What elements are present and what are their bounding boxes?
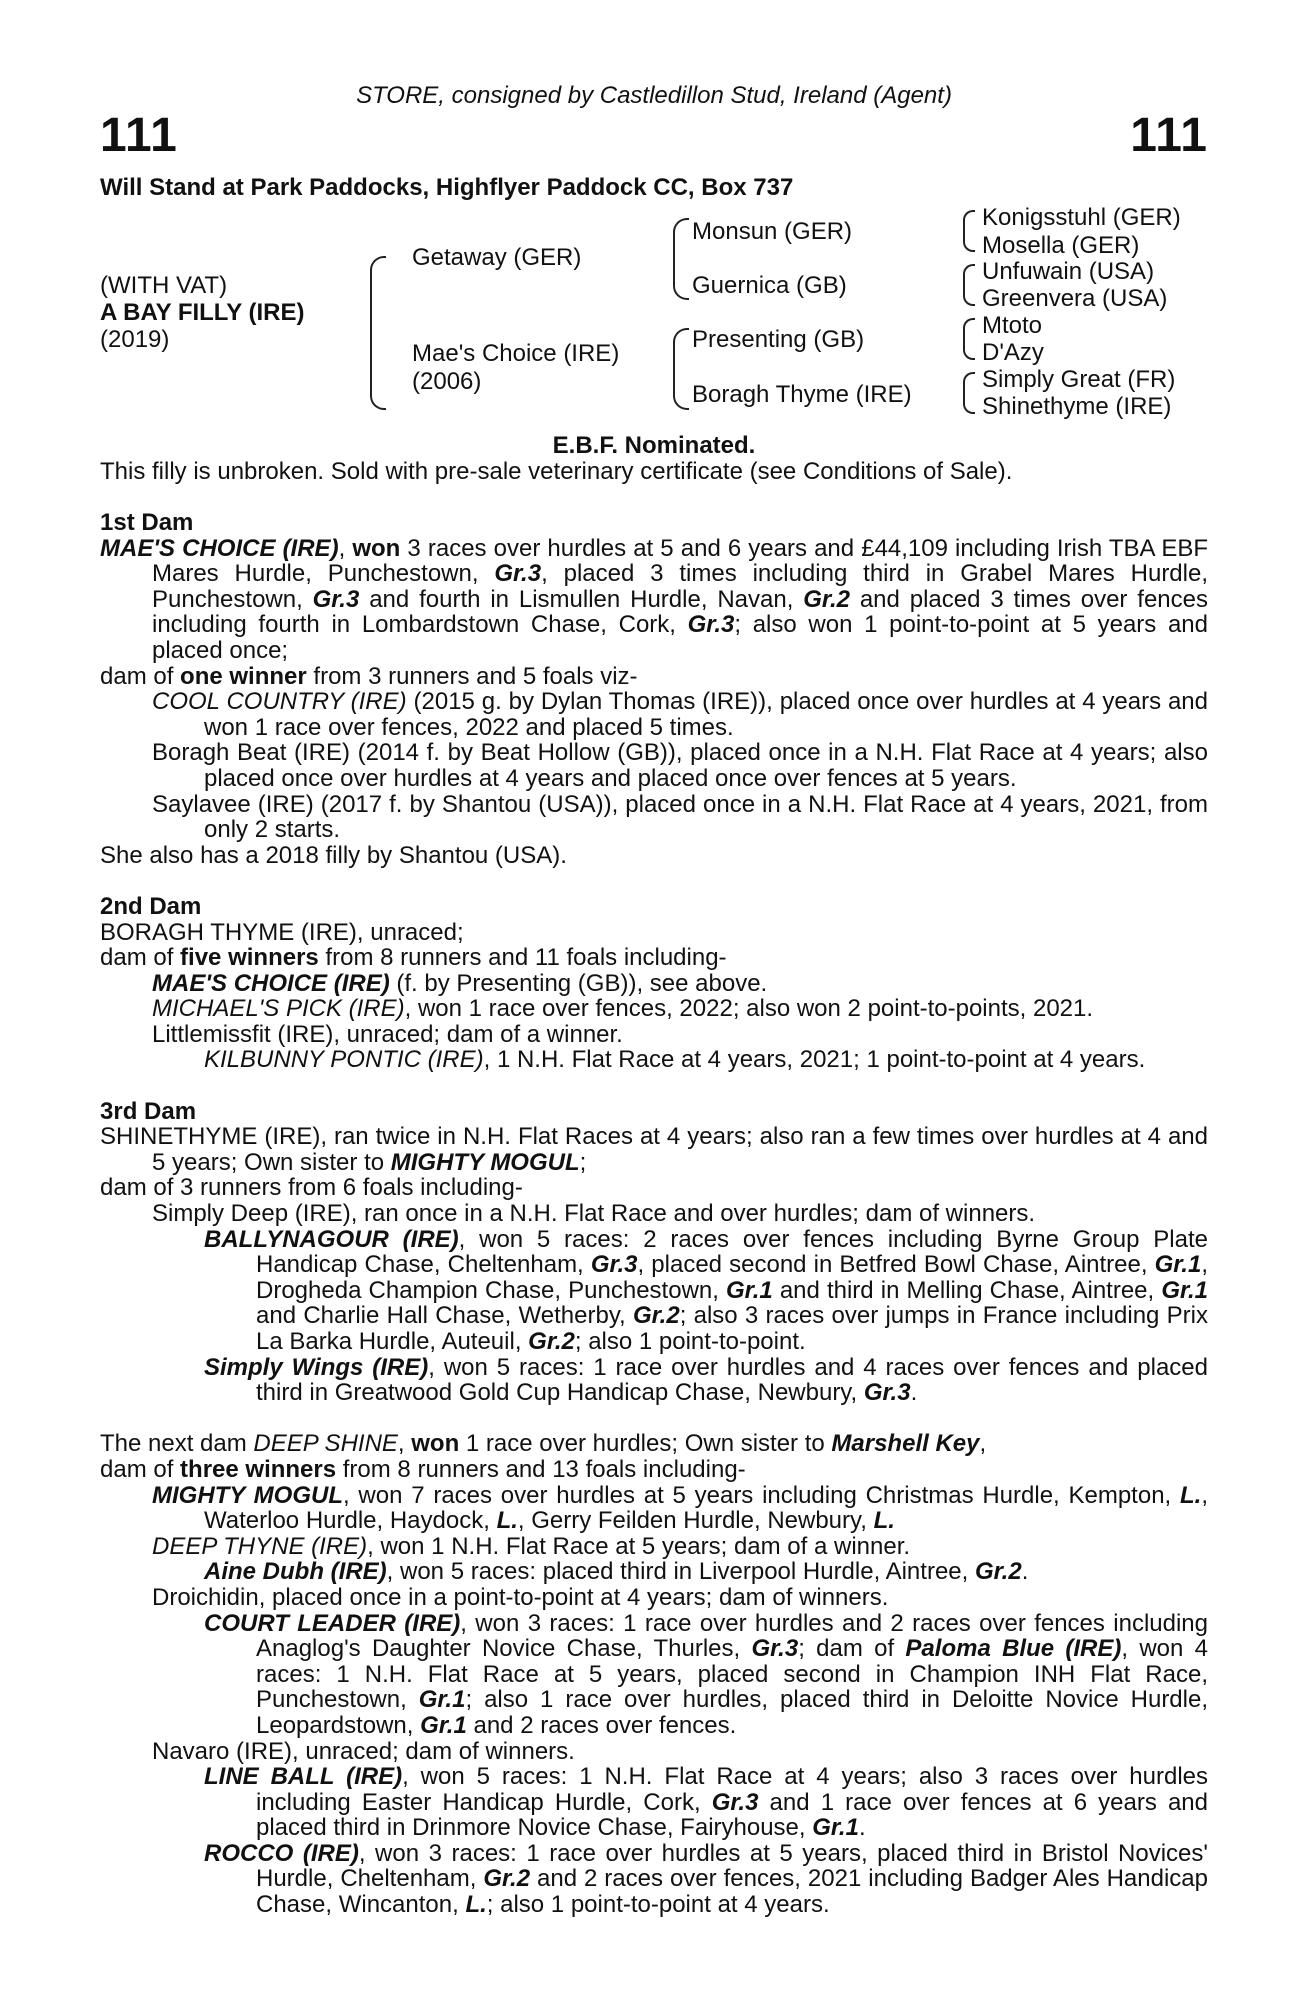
horse-name: Aine Dubh (IRE)	[204, 1558, 387, 1586]
brace-sire	[673, 218, 689, 300]
horse-name: COOL COUNTRY (IRE)	[152, 688, 407, 716]
grade: Gr.3	[687, 611, 735, 639]
text-bold: one winner	[180, 662, 307, 690]
grade: L.	[1179, 1481, 1202, 1509]
grade: L.	[873, 1507, 895, 1535]
gen3-3: Presenting (GB)	[692, 326, 865, 353]
horse-name: Simply Wings (IRE)	[204, 1353, 429, 1381]
horse-name: DEEP SHINE	[253, 1430, 398, 1458]
ebf-nominated: E.B.F. Nominated.	[552, 432, 756, 459]
grade: Gr.3	[590, 1251, 638, 1279]
produce-cool-country	[100, 689, 1208, 740]
text: , won 7 races over hurdles at 5 years including Christmas Hurdle, Kempton,	[342, 1481, 1180, 1509]
dam-year: (2006)	[412, 368, 482, 395]
brace-gen3-2	[963, 264, 975, 306]
text: and 1 race over fences at 6 years and placed third in Drinmore Novice Chase, Fairyhouse,	[256, 1788, 1208, 1842]
text: , 1 N.H. Flat Race at 4 years, 2021; 1 point-to-point at 4 years.	[483, 1046, 1146, 1074]
produce-mighty-mogul	[100, 1483, 1208, 1534]
lot-number-right: 111	[1130, 109, 1208, 162]
horse-name: MIGHTY MOGUL	[152, 1481, 343, 1509]
next-dam-intro	[100, 1431, 1208, 1457]
text: ; also 1 point-to-point at 4 years.	[486, 1891, 830, 1919]
text: dam of	[100, 662, 181, 690]
text: and Charlie Hall Chase, Wetherby,	[256, 1302, 633, 1330]
gen4-3: Unfuwain (USA)	[982, 258, 1155, 285]
text: ; also 1 race over hurdles, placed third in Deloitte Novice Hurdle, Leopardstown,	[256, 1686, 1208, 1739]
sale-note: This filly is unbroken. Sold with pre-sale veterinary certificate (see Conditions of Sale).	[100, 458, 1013, 485]
text-bold: won	[411, 1430, 460, 1458]
grade: Gr.2	[632, 1302, 680, 1330]
text: 3 races over hurdles at 5 and 6 years and £44,109 including Irish TBA EBF Mares Hurdle, Punchestown,	[152, 534, 1208, 588]
grade: Gr.1	[1154, 1251, 1202, 1279]
grade: Gr.1	[420, 1711, 467, 1739]
produce-ballynagour	[100, 1227, 1208, 1355]
text: and 2 races over fences.	[466, 1711, 737, 1739]
text: ,	[979, 1430, 987, 1458]
horse-name: COURT LEADER (IRE)	[204, 1609, 461, 1637]
third-dam-intro	[100, 1124, 1208, 1175]
horse-name: BALLYNAGOUR (IRE)	[204, 1225, 459, 1253]
grade: Gr.2	[974, 1558, 1022, 1586]
grade: Gr.3	[494, 560, 542, 588]
text: SHINETHYME (IRE), ran twice in N.H. Flat Races at 4 years; also ran a few times over hurdles at 4 and 5 years; Own sister to	[100, 1123, 1208, 1176]
text: from 3 runners and 5 foals viz-	[306, 662, 638, 690]
text: , won 3 races: 1 race over hurdles at 5 years, placed third in Bristol Novices' Hurdle, Cheltenham,	[256, 1839, 1208, 1893]
text-bold: three winners	[180, 1455, 337, 1483]
grade: Gr.2	[483, 1865, 531, 1893]
text: .	[910, 1379, 918, 1407]
text: dam of	[100, 944, 181, 972]
produce-rocco	[100, 1841, 1208, 1918]
text-bold: won	[352, 534, 401, 562]
grade: Gr.3	[711, 1788, 759, 1816]
grade: Gr.3	[863, 1379, 911, 1407]
gen3-1: Monsun (GER)	[692, 218, 853, 245]
text: ; also 3 races over jumps in France including Prix La Barka Hurdle, Auteuil,	[256, 1302, 1209, 1355]
text: , won 1 N.H. Flat Race at 5 years; dam of a winner.	[367, 1532, 911, 1560]
sire: Getaway (GER)	[412, 244, 582, 271]
text: , won 3 races: 1 race over hurdles and 2 races over fences including Anaglog's Daughter Novice Chase, Thurles,	[256, 1609, 1209, 1663]
text: from 8 runners and 11 foals including-	[318, 944, 727, 972]
grade: Gr.1	[418, 1686, 466, 1714]
text: , won 5 races: 1 race over hurdles and 4 races over fences and placed third in Greatwood Gold Cup Handicap Chase, Newbury,	[256, 1353, 1209, 1407]
horse-name: LINE BALL (IRE)	[204, 1763, 403, 1791]
brace-gen1	[370, 256, 386, 410]
produce-saylavee: Saylavee (IRE) (2017 f. by Shantou (USA)), placed once in a N.H. Flat Race at 4 years, 2021, from only 2 starts.	[152, 790, 1208, 844]
gen3-2: Guernica (GB)	[692, 272, 847, 299]
text: ,	[338, 534, 353, 562]
text: The next dam	[100, 1430, 254, 1458]
dam-name: MAE'S CHOICE (IRE)	[100, 534, 339, 562]
text: and third in Melling Chase, Aintree,	[772, 1276, 1162, 1304]
grade: Gr.2	[528, 1328, 575, 1355]
text: , Gerry Feilden Hurdle, Newbury,	[517, 1507, 874, 1535]
produce-littlemissfit: Littlemissfit (IRE), unraced; dam of a winner.	[152, 1020, 623, 1048]
grade: Gr.3	[312, 585, 360, 613]
text: , placed 3 times including third in Grabel Mares Hurdle, Punchestown,	[152, 560, 1209, 613]
text: .	[858, 1814, 866, 1842]
text: ; also 1 point-to-point.	[574, 1328, 806, 1355]
text: , won 5 races: placed third in Liverpool Hurdle, Aintree,	[386, 1558, 975, 1586]
gen4-2: Mosella (GER)	[982, 232, 1140, 259]
horse-year: (2019)	[100, 326, 170, 353]
text: ;	[579, 1148, 587, 1176]
third-dam-heading: 3rd Dam	[100, 1097, 197, 1125]
text: , won 1 race over fences, 2022; also won 2 point-to-points, 2021.	[404, 995, 1094, 1023]
text: .	[1021, 1558, 1029, 1586]
produce-aine-dubh	[100, 1559, 1208, 1585]
horse-name: DEEP THYNE (IRE)	[152, 1532, 368, 1560]
catalogue-page	[100, 0, 1208, 2000]
text: dam of	[100, 1455, 181, 1483]
lot-number-left: 111	[100, 109, 178, 162]
text: from 8 runners and 13 foals including-	[336, 1455, 746, 1483]
text: , Drogheda Champion Chase, Punchestown,	[256, 1251, 1208, 1304]
horse-name: KILBUNNY PONTIC (IRE)	[204, 1046, 484, 1074]
produce-michaels-pick	[100, 996, 1208, 1022]
produce-navaro: Navaro (IRE), unraced; dam of winners.	[152, 1737, 575, 1765]
text: and fourth in Lismullen Hurdle, Navan,	[359, 585, 804, 613]
gen4-6: D'Azy	[982, 339, 1044, 366]
stand-location: Will Stand at Park Paddocks, Highflyer Paddock CC, Box 737	[100, 174, 794, 201]
horse-name: MIGHTY MOGUL	[390, 1148, 580, 1176]
text-bold: five winners	[180, 944, 319, 972]
produce-court-leader	[100, 1611, 1208, 1739]
horse-name: A BAY FILLY (IRE)	[100, 299, 305, 326]
second-dam-heading: 2nd Dam	[100, 892, 202, 920]
gen3-4: Boragh Thyme (IRE)	[692, 381, 912, 408]
horse-name: Marshell Key	[831, 1430, 980, 1458]
produce-boragh-beat: Boragh Beat (IRE) (2014 f. by Beat Hollow (GB)), placed once in a N.H. Flat Race at 4 years; also placed once over hurdles at 4 years and placed once over fences at 5 years.	[152, 739, 1208, 792]
text: , won 5 races: 2 races over fences including Byrne Group Plate Handicap Chase, Cheltenham,	[256, 1225, 1208, 1279]
gen4-8: Shinethyme (IRE)	[982, 393, 1172, 420]
grade: Gr.1	[726, 1276, 773, 1304]
text: ,	[397, 1430, 412, 1458]
produce-simply-wings	[100, 1355, 1208, 1406]
horse-name: MAE'S CHOICE (IRE)	[152, 969, 390, 997]
text: , won 5 races: 1 N.H. Flat Race at 4 years; also 3 races over hurdles including Easter Handicap Hurdle, Cork,	[256, 1763, 1209, 1816]
brace-gen3-3	[963, 318, 975, 360]
text: , Waterloo Hurdle, Haydock,	[204, 1481, 1208, 1535]
gen4-5: Mtoto	[982, 312, 1043, 339]
text: , placed second in Betfred Bowl Chase, Aintree,	[637, 1251, 1155, 1279]
grade: Gr.3	[751, 1635, 799, 1663]
text: and 2 races over fences, 2021 including Badger Ales Handicap Chase, Wincanton,	[256, 1865, 1209, 1919]
text: (f. by Presenting (GB)), see above.	[389, 969, 768, 997]
grade: Gr.2	[803, 585, 850, 613]
produce-also: She also has a 2018 filly by Shantou (USA).	[100, 841, 567, 869]
first-dam-record	[100, 536, 1208, 664]
first-dam-heading: 1st Dam	[100, 509, 194, 536]
brace-dam	[673, 328, 689, 410]
horse-name: Paloma Blue (IRE)	[905, 1635, 1122, 1663]
produce-simply-deep: Simply Deep (IRE), ran once in a N.H. Flat Race and over hurdles; dam of winners.	[152, 1200, 1036, 1228]
text: , won 4 races: 1 N.H. Flat Race at 5 years, placed second in Champion INH Flat Race, Punchestown,	[256, 1635, 1208, 1714]
produce-deep-thyne	[100, 1534, 1208, 1560]
second-dam-intro: BORAGH THYME (IRE), unraced;	[100, 918, 464, 946]
brace-gen3-1	[963, 210, 975, 252]
produce-maes-choice	[100, 971, 1208, 997]
produce-line-ball	[100, 1764, 1208, 1841]
grade: Gr.1	[812, 1814, 859, 1842]
text: ; dam of	[798, 1635, 906, 1663]
second-dam-produce-intro	[100, 945, 1208, 971]
consignor-line: STORE, consigned by Castledillon Stud, Ireland (Agent)	[356, 82, 952, 109]
horse-name: ROCCO (IRE)	[204, 1839, 359, 1867]
family-details	[100, 510, 1208, 1918]
gen4-7: Simply Great (FR)	[982, 366, 1176, 393]
text: 1 race over hurdles; Own sister to	[459, 1430, 832, 1458]
next-dam-produce-intro	[100, 1457, 1208, 1483]
text: (2015 g. by Dylan Thomas (IRE)), placed once over hurdles at 4 years and won 1 race over fences, 2022 and placed 5 times.	[204, 688, 1208, 741]
gen4-1: Konigsstuhl (GER)	[982, 204, 1181, 231]
horse-name: MICHAEL'S PICK (IRE)	[152, 995, 405, 1023]
gen4-4: Greenvera (USA)	[982, 285, 1168, 312]
grade: L.	[496, 1507, 518, 1535]
vat-label: (WITH VAT)	[100, 272, 228, 299]
grade: Gr.1	[1161, 1276, 1209, 1304]
first-dam-produce-intro	[100, 664, 1208, 690]
text: ; also won 1 point-to-point at 5 years and placed once;	[152, 611, 1208, 664]
produce-droichidin: Droichidin, placed once in a point-to-point at 4 years; dam of winners.	[152, 1583, 889, 1611]
third-dam-produce-intro: dam of 3 runners from 6 foals including-	[100, 1174, 523, 1202]
text: and placed 3 times over fences including fourth in Lombardstown Chase, Cork,	[152, 585, 1208, 639]
dam: Mae's Choice (IRE)	[412, 340, 620, 367]
produce-kilbunny-pontic	[100, 1047, 1208, 1073]
grade: L.	[465, 1891, 487, 1919]
brace-gen3-4	[963, 372, 975, 414]
